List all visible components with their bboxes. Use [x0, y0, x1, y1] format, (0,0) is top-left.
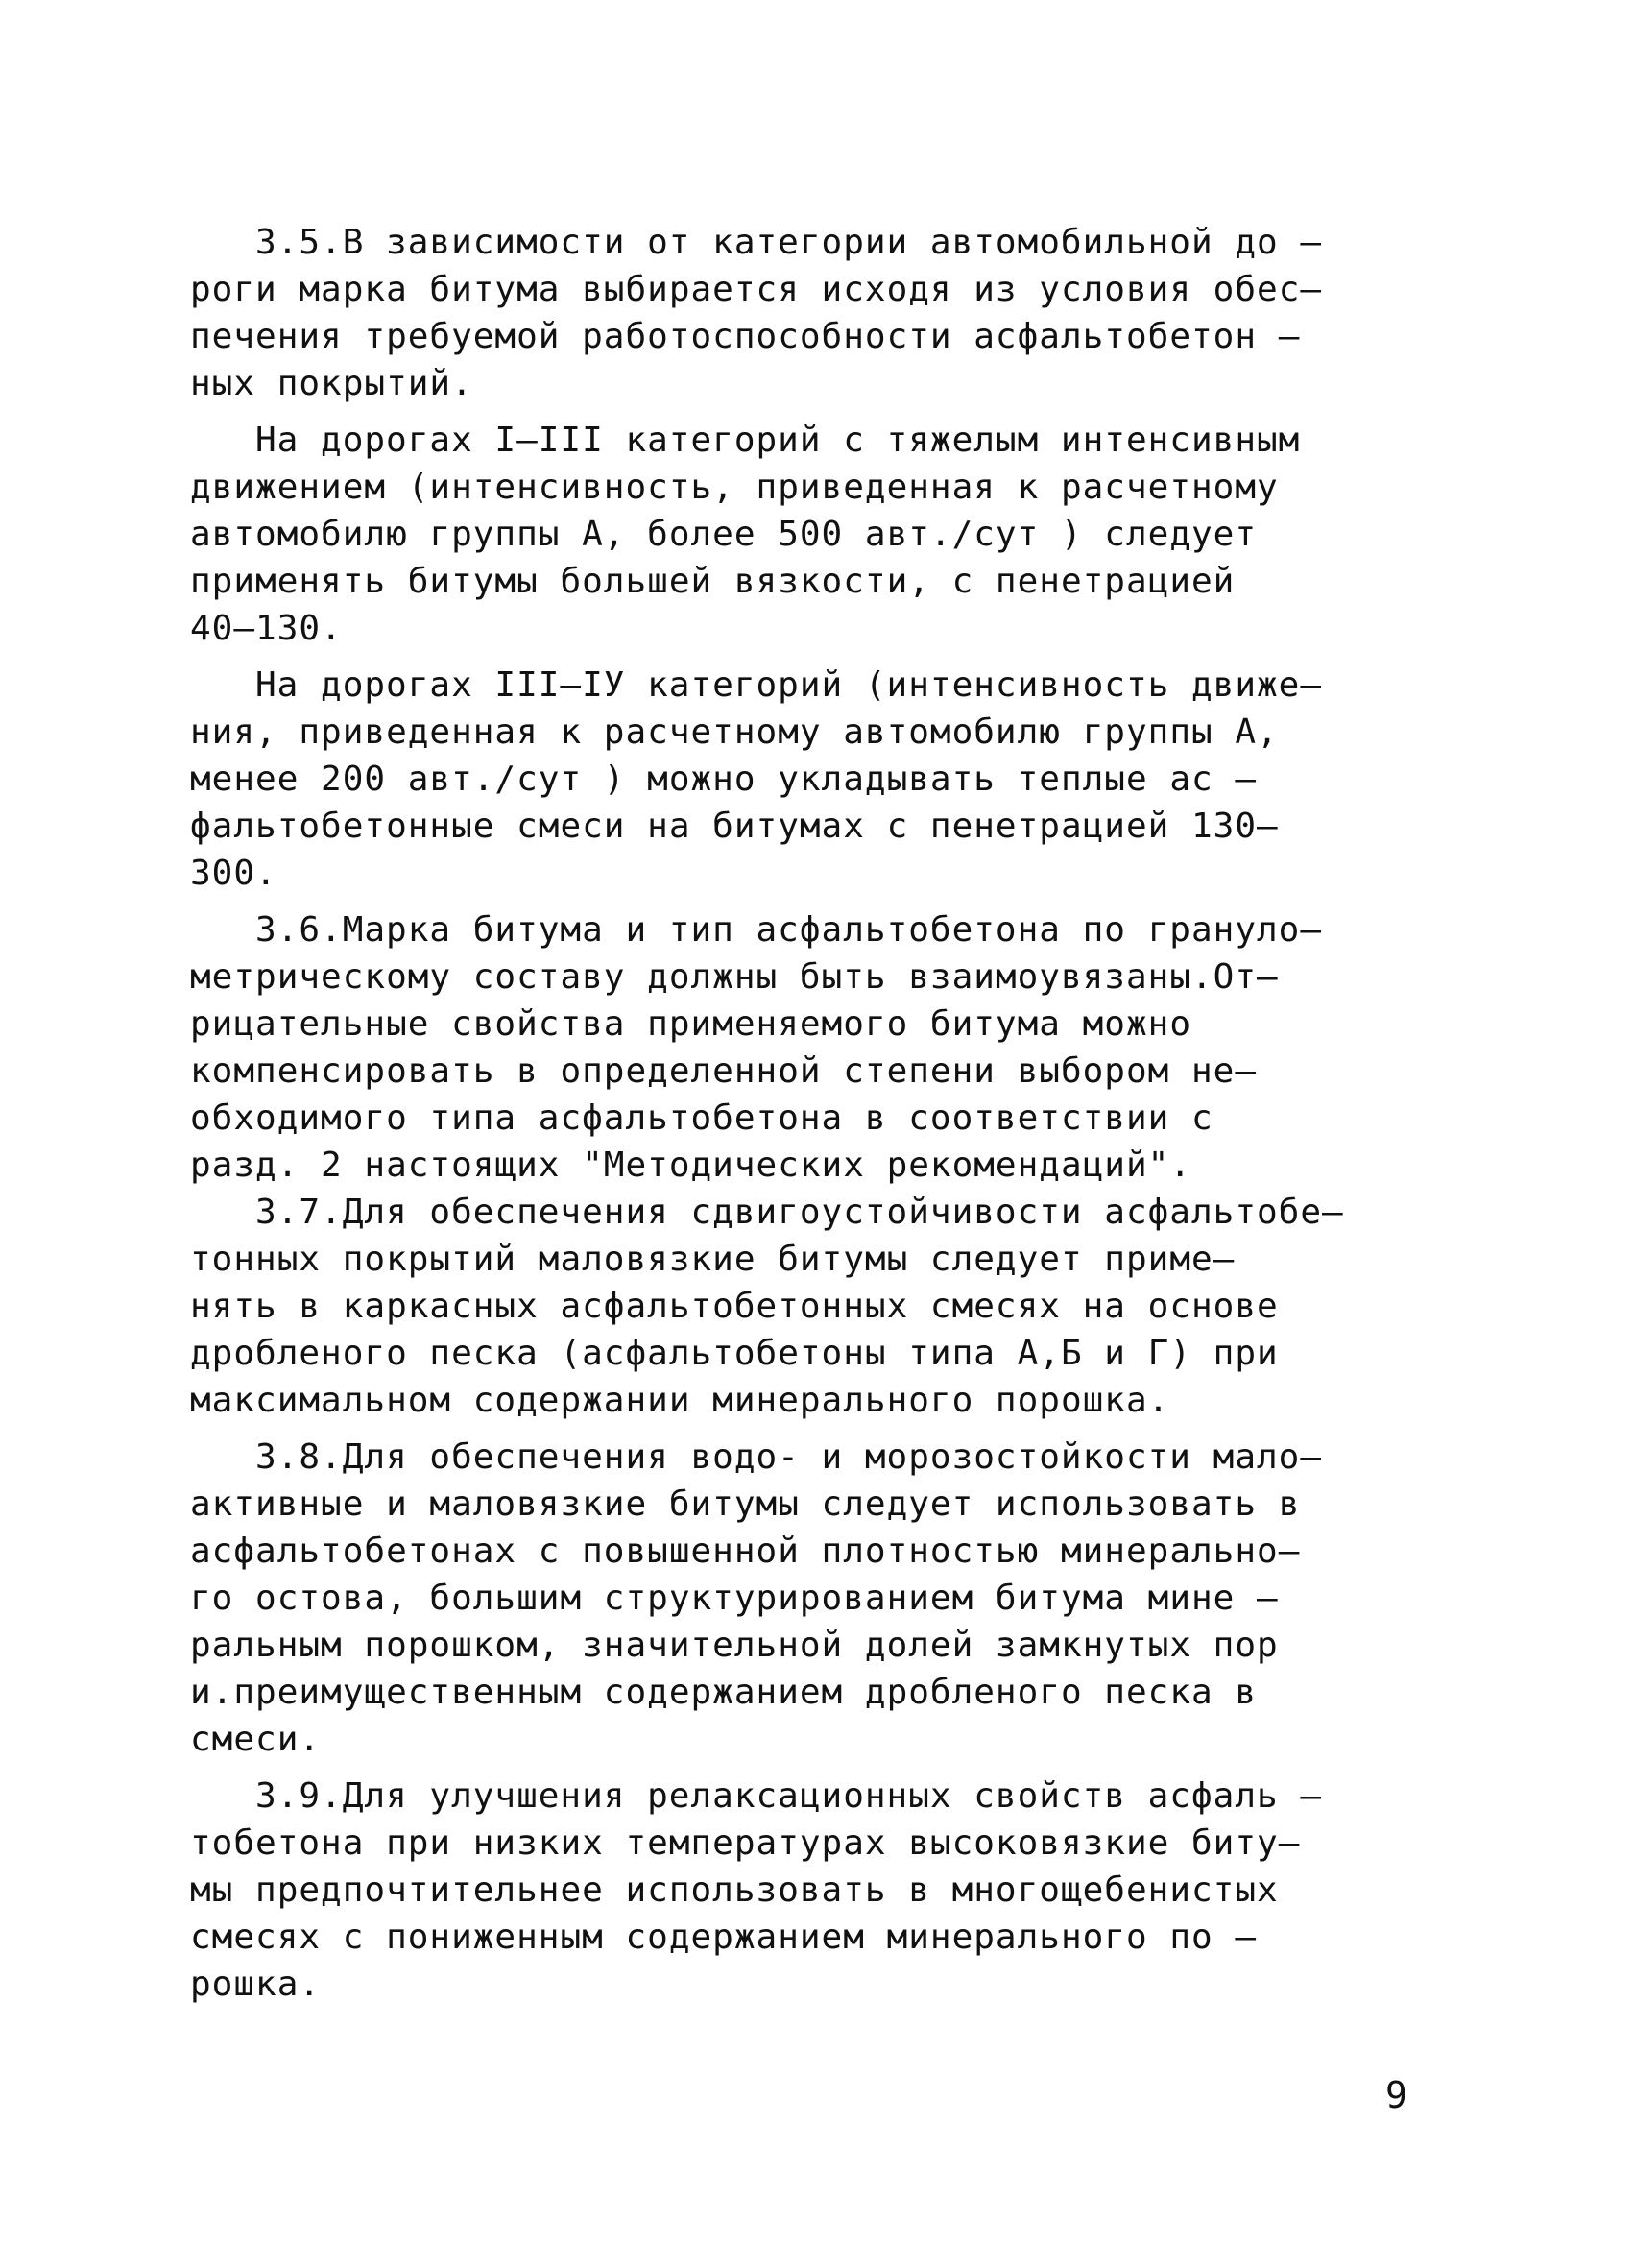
paragraph-3-9 — [190, 1773, 1429, 2008]
text-line: ных покрытий. — [190, 364, 473, 403]
paragraph-3-7 — [190, 1189, 1429, 1424]
text-line: автомобилю группы А, более 500 авт./сут ) следует — [190, 515, 1258, 554]
text-line: рицательные свойства применяемого битума можно — [190, 1004, 1191, 1044]
body-text — [190, 219, 1429, 2008]
text-line: разд. 2 настоящих "Методических рекомендаций". — [190, 1146, 1191, 1185]
text-line: 3.9.Для улучшения релаксационных свойств асфаль – — [255, 1776, 1323, 1816]
text-line: обходимого типа асфальтобетона в соответствии с — [190, 1098, 1213, 1138]
text-line: дробленого песка (асфальтобетоны типа А,Б и Г) при — [190, 1334, 1279, 1373]
text-line: На дорогах I–III категорий с тяжелым интенсивным — [255, 421, 1301, 460]
text-line: и.преимущественным содержанием дробленого песка в — [190, 1673, 1258, 1712]
text-line: активные и маловязкие битумы следует использовать в — [190, 1484, 1301, 1524]
text-line: роги марка битума выбирается исходя из условия обес– — [190, 270, 1323, 309]
text-line: тобетона при низких температурах высоковязкие биту– — [190, 1823, 1301, 1863]
text-line: нять в каркасных асфальтобетонных смесях на основе — [190, 1287, 1279, 1326]
text-line: применять битумы большей вязкости, с пенетрацией — [190, 562, 1236, 601]
text-line: компенсировать в определенной степени выбором не– — [190, 1051, 1258, 1091]
text-line: максимальном содержании минерального порошка. — [190, 1381, 1170, 1420]
text-line: смеси. — [190, 1720, 322, 1759]
text-line: 40–130. — [190, 609, 343, 648]
text-line: печения требуемой работоспособности асфальтобетон – — [190, 317, 1301, 356]
text-line: На дорогах III–IУ категорий (интенсивность движе– — [255, 665, 1323, 705]
page-number: 9 — [1385, 2074, 1407, 2116]
text-line: 3.7.Для обеспечения сдвигоустойчивости асфальтобе– — [255, 1193, 1344, 1232]
paragraph-roads-i-iii — [190, 417, 1429, 652]
paragraph-3-8 — [190, 1434, 1429, 1763]
text-line: мы предпочтительнее использовать в многощебенистых — [190, 1870, 1279, 1910]
text-line: го остова, большим структурированием битума мине – — [190, 1579, 1279, 1618]
text-line: движением (интенсивность, приведенная к расчетному — [190, 468, 1279, 507]
paragraph-3-5 — [190, 219, 1429, 407]
text-line: рошка. — [190, 1965, 322, 2004]
text-line: смесях с пониженным содержанием минерального по – — [190, 1918, 1258, 1957]
text-line: ния, приведенная к расчетному автомобилю группы А, — [190, 712, 1279, 752]
text-line: 3.8.Для обеспечения водо- и морозостойкости мало– — [255, 1437, 1323, 1477]
text-line: менее 200 авт./сут ) можно укладывать теплые ас – — [190, 760, 1258, 799]
text-line: асфальтобетонах с повышенной плотностью минерально– — [190, 1532, 1301, 1571]
text-line: ральным порошком, значительной долей замкнутых пор — [190, 1626, 1279, 1665]
paragraph-roads-iii-iv — [190, 662, 1429, 897]
text-line: 300. — [190, 854, 277, 893]
text-line: тонных покрытий маловязкие битумы следует приме– — [190, 1240, 1236, 1279]
text-line: фальтобетонные смеси на битумах с пенетрацией 130– — [190, 807, 1279, 846]
text-line: 3.6.Марка битума и тип асфальтобетона по грануло– — [255, 910, 1323, 950]
text-line: метрическому составу должны быть взаимоувязаны.От– — [190, 957, 1279, 997]
text-line: 3.5.В зависимости от категории автомобильной до – — [255, 223, 1323, 262]
paragraph-3-6 — [190, 906, 1429, 1189]
